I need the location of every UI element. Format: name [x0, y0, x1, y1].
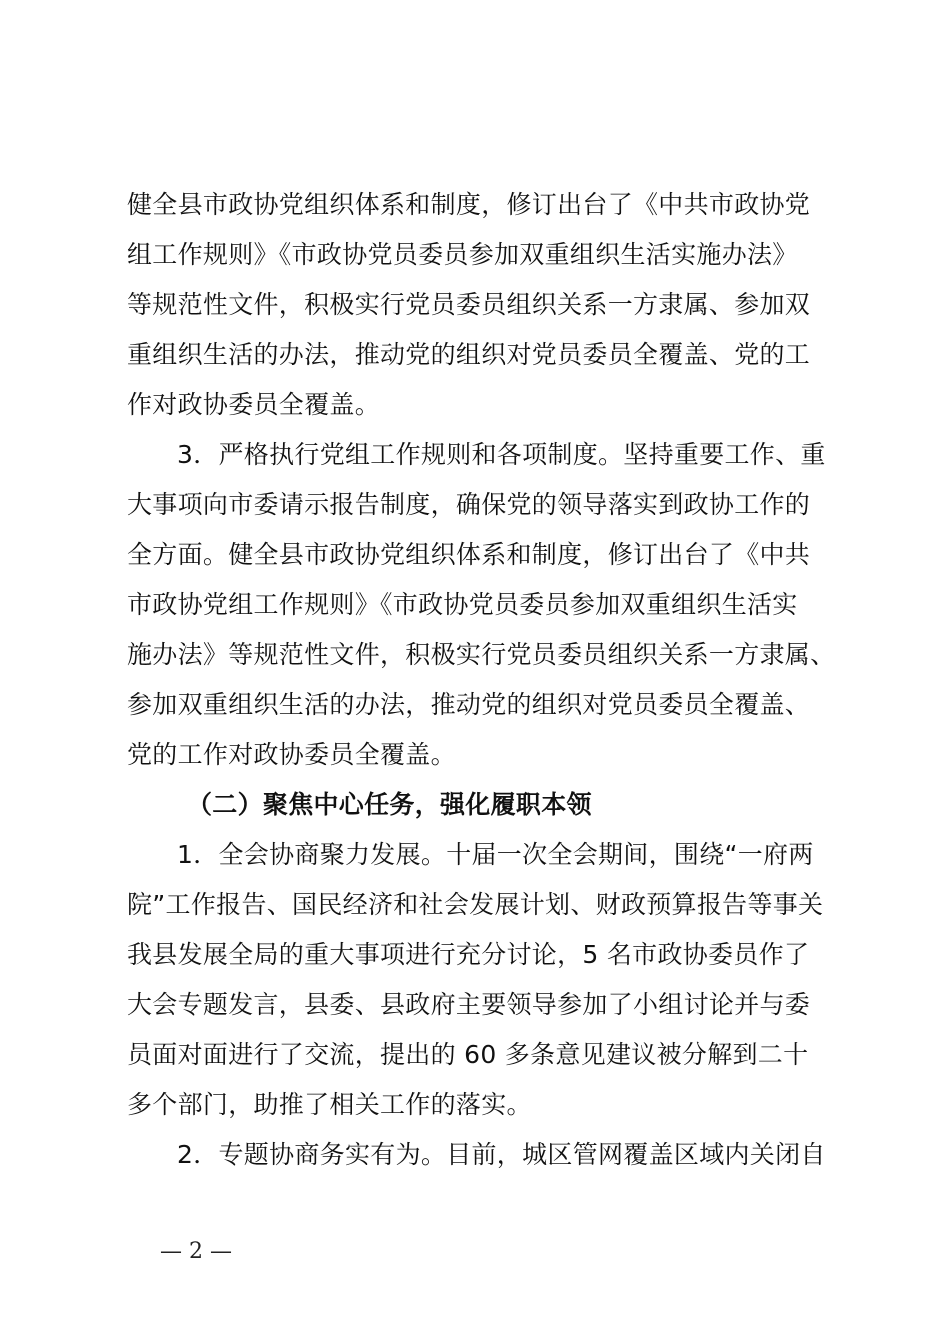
body-text-line: 我县发展全局的重大事项进行充分讨论，5 名市政协委员作了	[127, 940, 810, 969]
body-text-line: 参加双重组织生活的办法，推动党的组织对党员委员全覆盖、	[127, 690, 811, 719]
section-heading: （二）聚焦中心任务，强化履职本领	[187, 790, 592, 819]
body-text-line: 组工作规则》《市政协党员委员参加双重组织生活实施办法》	[127, 240, 798, 269]
body-text-line: 施办法》等规范性文件，积极实行党员委员组织关系一方隶属、	[127, 640, 836, 669]
body-text-line: 全方面。健全县市政协党组织体系和制度，修订出台了《中共	[127, 540, 811, 569]
body-text-line: 院”工作报告、国民经济和社会发展计划、财政预算报告等事关	[127, 890, 824, 919]
body-text-line: 党的工作对政协委员全覆盖。	[127, 740, 456, 769]
body-text-line: 大事项向市委请示报告制度，确保党的领导落实到政协工作的	[127, 490, 811, 519]
body-text-line: 多个部门，助推了相关工作的落实。	[127, 1090, 532, 1119]
body-text-line: 健全县市政协党组织体系和制度，修订出台了《中共市政协党	[127, 190, 811, 219]
page-number: — 2 —	[160, 1239, 232, 1264]
numbered-paragraph-start: 3．严格执行党组工作规则和各项制度。坚持重要工作、重	[177, 440, 826, 469]
body-text-line: 员面对面进行了交流，提出的 60 多条意见建议被分解到二十	[127, 1040, 809, 1069]
body-text-line: 等规范性文件，积极实行党员委员组织关系一方隶属、参加双	[127, 290, 811, 319]
body-text-line: 作对政协委员全覆盖。	[127, 390, 381, 419]
body-text-line: 重组织生活的办法，推动党的组织对党员委员全覆盖、党的工	[127, 340, 811, 369]
body-text-line: 市政协党组工作规则》《市政协党员委员参加双重组织生活实	[127, 590, 798, 619]
body-text-line: 大会专题发言，县委、县政府主要领导参加了小组讨论并与委	[127, 990, 811, 1019]
numbered-paragraph-start: 2．专题协商务实有为。目前，城区管网覆盖区域内关闭自	[177, 1140, 826, 1169]
numbered-paragraph-start: 1．全会协商聚力发展。十届一次全会期间，围绕“一府两	[177, 840, 814, 869]
